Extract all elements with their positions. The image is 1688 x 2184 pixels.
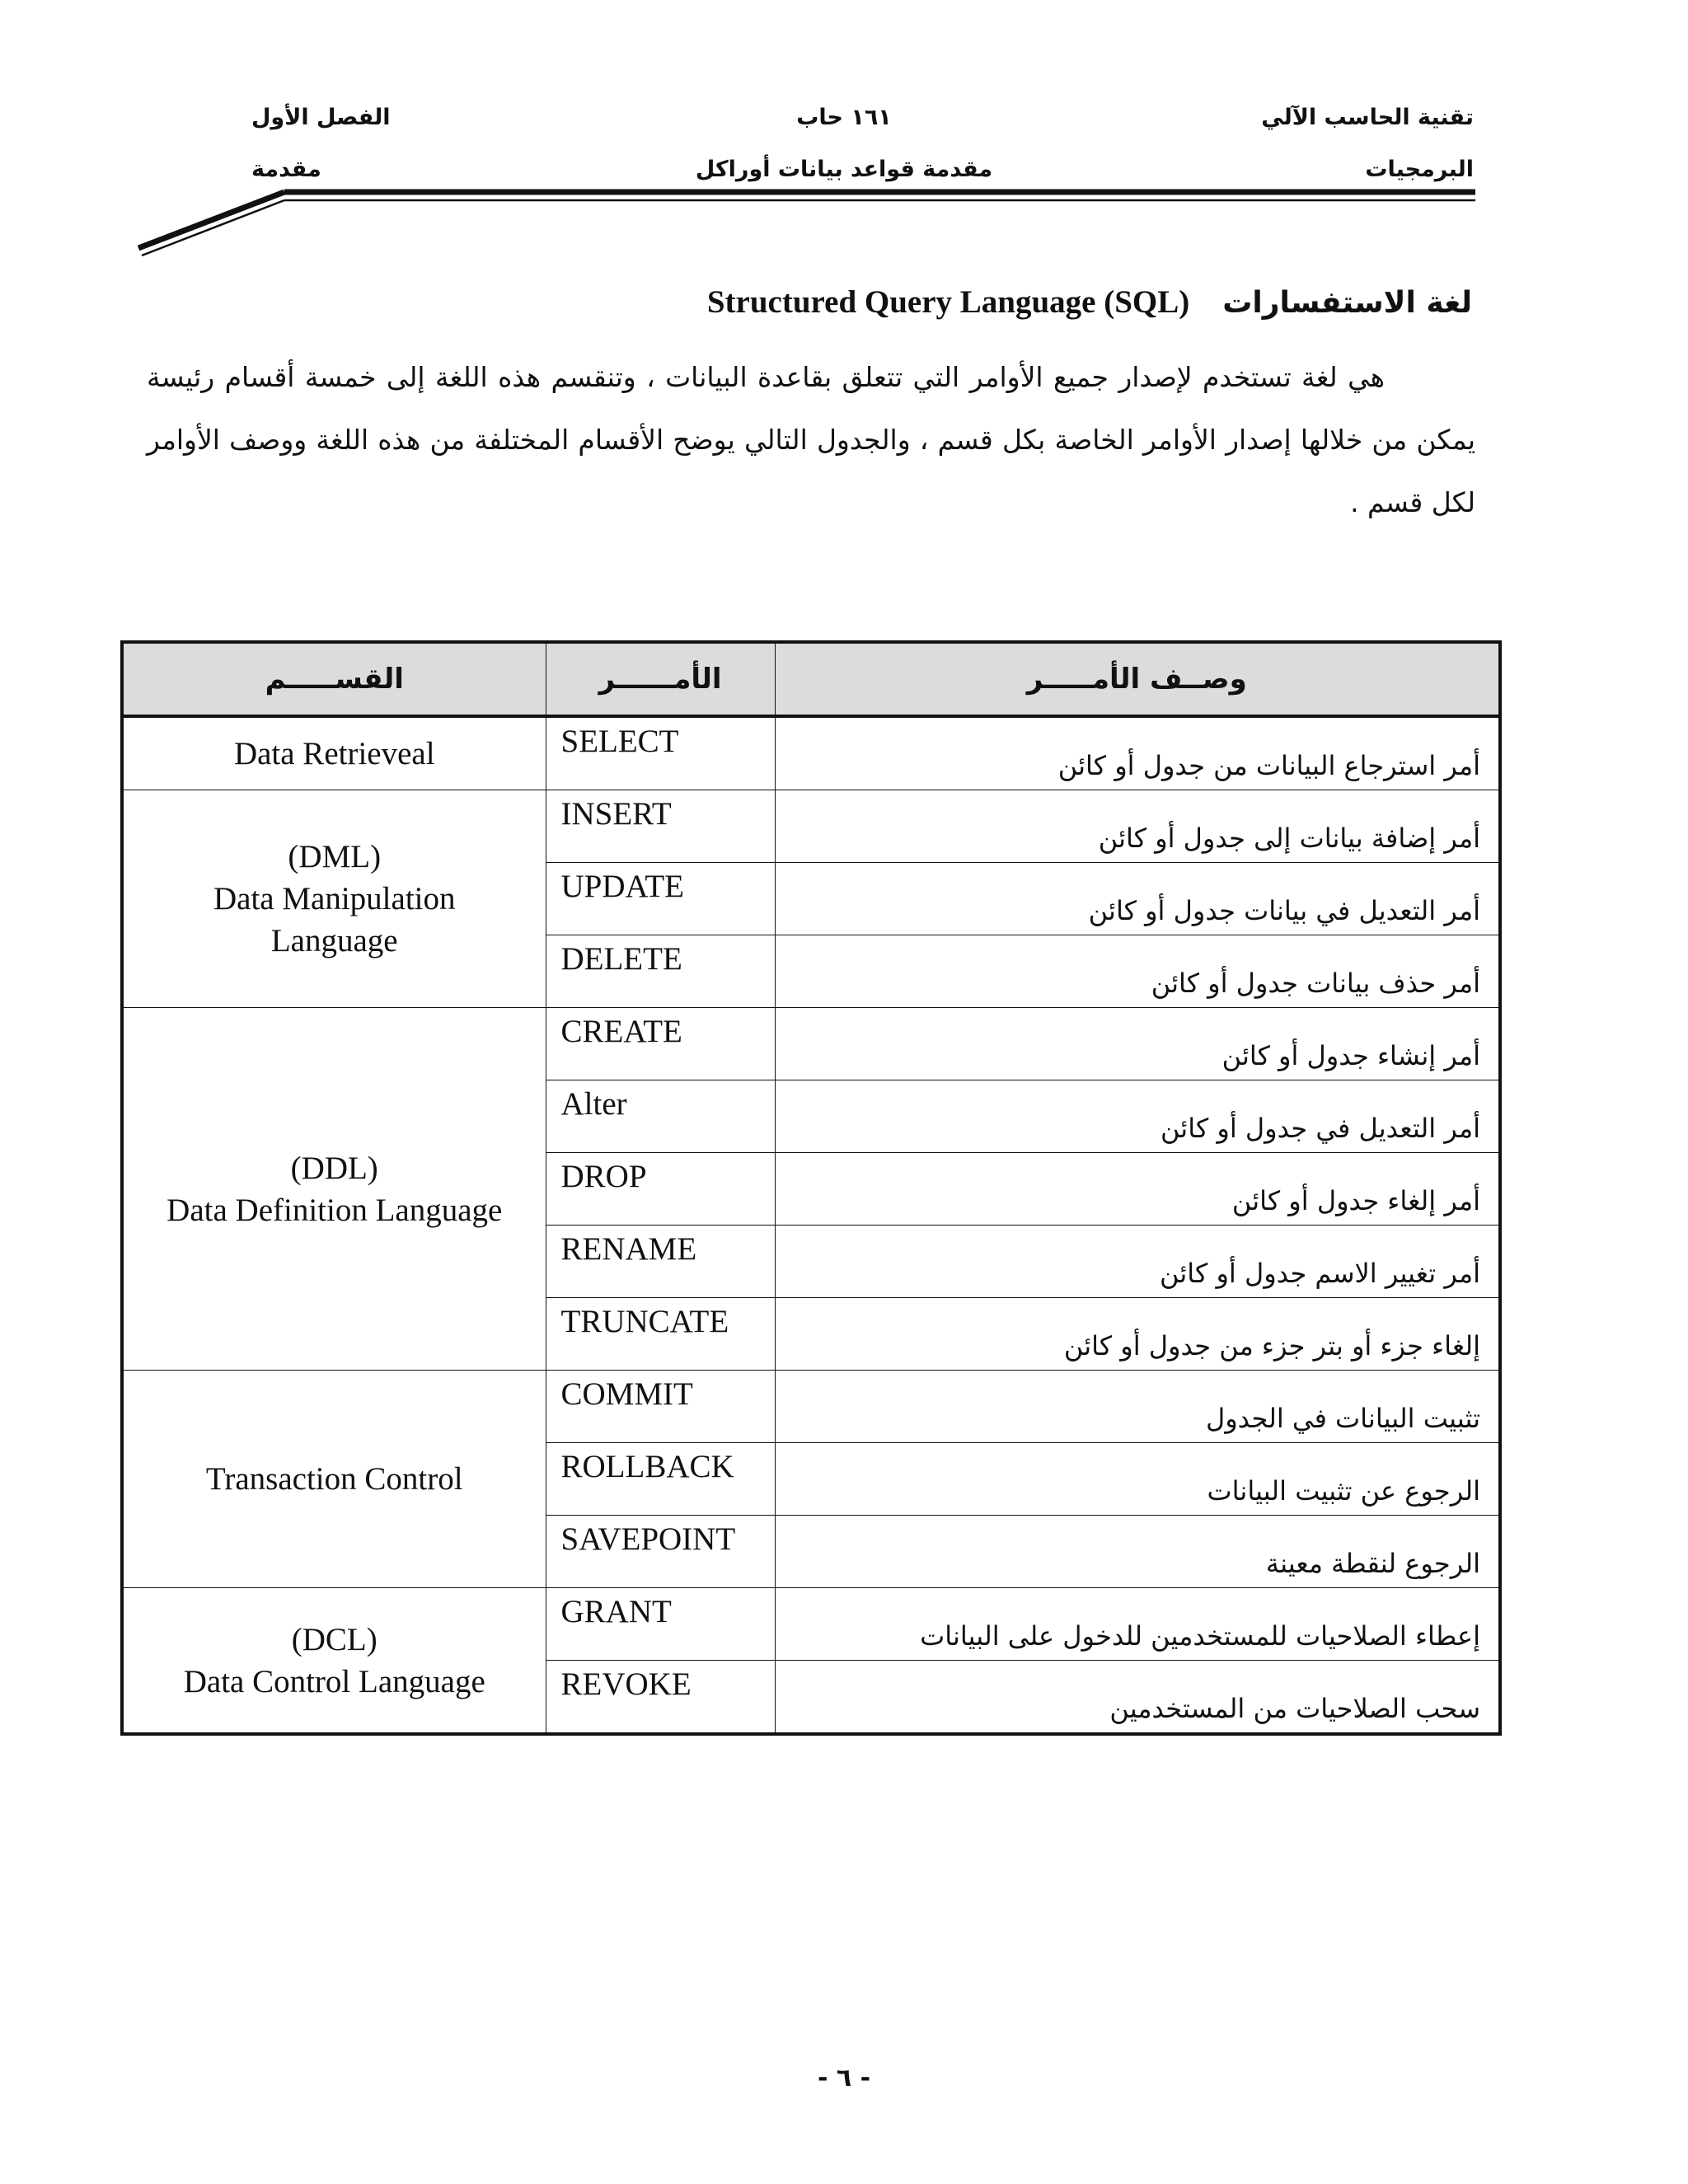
section-label: Data Manipulation — [213, 881, 456, 916]
section-cell-data-retrieval — [122, 716, 546, 790]
description-cell: تثبيت البيانات في الجدول — [775, 1371, 1500, 1443]
section-heading-arabic: لغة الاستفسارات — [1222, 286, 1472, 320]
table-row — [122, 1371, 1500, 1443]
command-cell: ROLLBACK — [546, 1443, 775, 1516]
description-cell: أمر إنشاء جدول أو كائن — [775, 1008, 1500, 1080]
section-cell-ddl — [122, 1008, 546, 1371]
header-section: مقدمة — [251, 157, 321, 182]
header-course-title: تقنية الحاسب الآلي — [1261, 105, 1474, 130]
command-cell: DELETE — [546, 935, 775, 1008]
sql-commands-table — [120, 640, 1502, 1736]
command-cell: DROP — [546, 1153, 775, 1226]
header-chapter: الفصل الأول — [251, 105, 391, 130]
column-header-description: وصــف الأمـــــر — [775, 642, 1500, 716]
table-row — [122, 1588, 1500, 1661]
table-row — [122, 716, 1500, 790]
command-cell: TRUNCATE — [546, 1298, 775, 1371]
section-label: Language — [270, 923, 398, 958]
header-divider-rule — [0, 0, 1688, 272]
description-cell: أمر إلغاء جدول أو كائن — [775, 1153, 1500, 1226]
table-header-row — [122, 642, 1500, 716]
section-label: (DDL) — [290, 1150, 378, 1186]
command-cell: COMMIT — [546, 1371, 775, 1443]
section-cell-dml — [122, 790, 546, 1008]
command-cell: CREATE — [546, 1008, 775, 1080]
section-label: (DML) — [288, 839, 382, 874]
command-cell: GRANT — [546, 1588, 775, 1661]
section-label: (DCL) — [291, 1621, 377, 1657]
description-cell: الرجوع لنقطة معينة — [775, 1516, 1500, 1588]
intro-paragraph-text: هي لغة تستخدم لإصدار جميع الأوامر التي تتعلق بقاعدة البيانات ، وتنقسم هذه اللغة إلى خمسة أقسام رئيسة يمكن من خلالها إصدار الأوامر الخاصة بكل قسم ، والجدول التالي يوضح الأقسام المختلفة من هذه اللغة ووصف الأوامر لكل قسم . — [147, 361, 1475, 518]
description-cell: الرجوع عن تثبيت البيانات — [775, 1443, 1500, 1516]
column-header-section: القســـــم — [122, 642, 546, 716]
command-cell: REVOKE — [546, 1661, 775, 1735]
description-cell: سحب الصلاحيات من المستخدمين — [775, 1661, 1500, 1735]
section-heading-english: Structured Query Language (SQL) — [706, 284, 1190, 320]
header-specialization: البرمجيات — [1365, 157, 1474, 182]
table-row — [122, 790, 1500, 863]
description-cell: أمر تغيير الاسم جدول أو كائن — [775, 1226, 1500, 1298]
description-cell: أمر التعديل في بيانات جدول أو كائن — [775, 863, 1500, 935]
section-cell-dcl — [122, 1588, 546, 1735]
command-cell: UPDATE — [546, 863, 775, 935]
command-cell: SELECT — [546, 716, 775, 790]
command-cell: RENAME — [546, 1226, 775, 1298]
section-label: Transaction Control — [205, 1461, 463, 1497]
header-course-code: ١٦١ حاب — [796, 105, 892, 130]
intro-paragraph — [147, 346, 1475, 534]
command-cell: Alter — [546, 1080, 775, 1153]
description-cell: أمر إضافة بيانات إلى جدول أو كائن — [775, 790, 1500, 863]
description-cell: إلغاء جزء أو بتر جزء من جدول أو كائن — [775, 1298, 1500, 1371]
command-cell: INSERT — [546, 790, 775, 863]
header-book-title: مقدمة قواعد بيانات أوراكل — [695, 157, 993, 182]
table-row — [122, 1008, 1500, 1080]
column-header-command: الأمــــــر — [546, 642, 775, 716]
description-cell: أمر التعديل في جدول أو كائن — [775, 1080, 1500, 1153]
section-cell-transaction-control — [122, 1371, 546, 1588]
section-label: Data Retrieveal — [233, 736, 435, 771]
section-label: Data Definition Language — [166, 1192, 503, 1228]
description-cell: إعطاء الصلاحيات للمستخدمين للدخول على البيانات — [775, 1588, 1500, 1661]
description-cell: أمر استرجاع البيانات من جدول أو كائن — [775, 716, 1500, 790]
page-number: - ٦ - — [817, 2064, 871, 2093]
section-label: Data Control Language — [183, 1663, 485, 1699]
section-heading — [707, 284, 1472, 321]
description-cell: أمر حذف بيانات جدول أو كائن — [775, 935, 1500, 1008]
command-cell: SAVEPOINT — [546, 1516, 775, 1588]
